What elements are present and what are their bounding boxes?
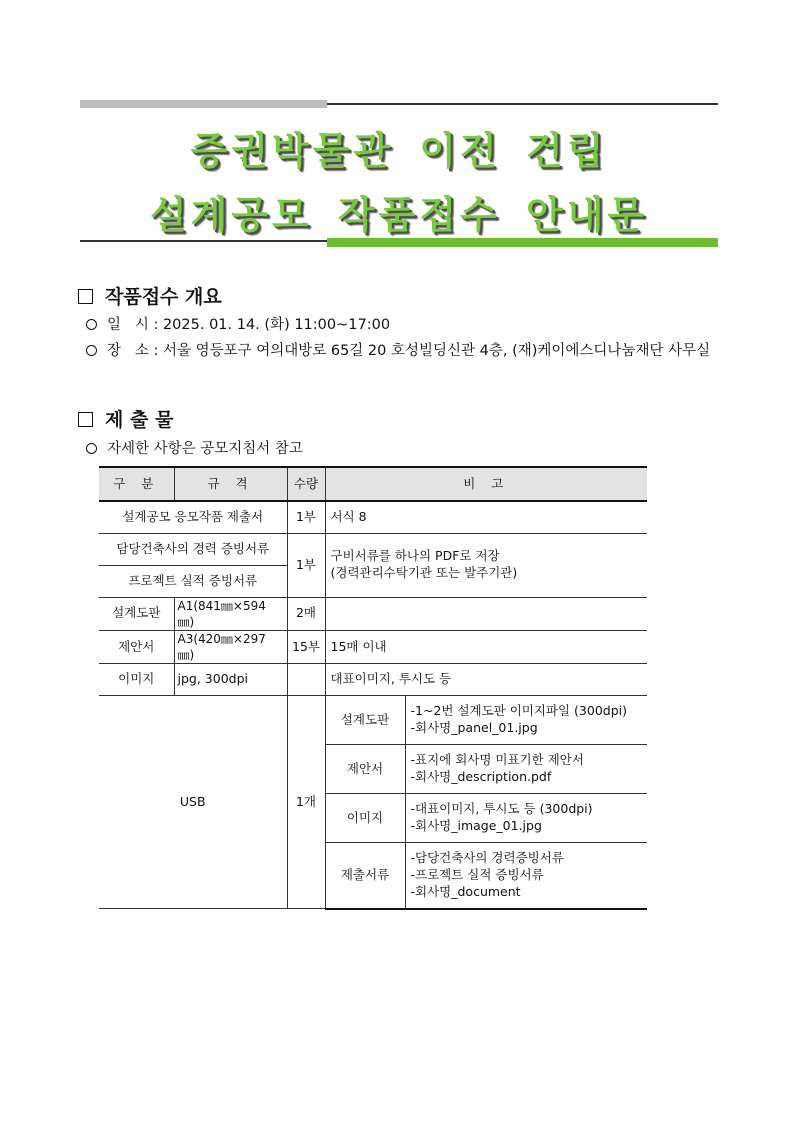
cell-category: 이미지 — [99, 664, 174, 696]
overview-date-text: 일 시 : 2025. 01. 14. (화) 11:00~17:00 — [107, 317, 391, 333]
page-title-line2: 설계공모 작품접수 안내문 — [149, 193, 649, 237]
title-top-gray-bar — [80, 100, 327, 108]
cell-qty: 2매 — [287, 597, 325, 630]
table-row — [99, 533, 647, 565]
cell-note: 구비서류를 하나의 PDF로 저장 (경력관리수탁기관 또는 발주기관) — [325, 533, 647, 597]
section-heading-text: 제 출 물 — [105, 409, 174, 431]
circle-bullet-icon — [86, 319, 97, 330]
cell-usb-qty: 1개 — [287, 696, 325, 909]
title-bottom-rule — [80, 240, 327, 242]
submissions-table — [99, 466, 647, 910]
section-heading-overview — [78, 282, 222, 309]
table-row — [99, 501, 647, 533]
cell-category: 제안서 — [99, 630, 174, 663]
title-top-rule — [327, 103, 718, 105]
circle-bullet-icon — [86, 443, 97, 454]
cell-usb-item-desc: -1~2번 설계도판 이미지파일 (300dpi) -회사명_panel_01.jpg — [405, 696, 647, 745]
cell-usb-item-desc: -대표이미지, 투시도 등 (300dpi) -회사명_image_01.jpg — [405, 794, 647, 843]
overview-place-text: 장 소 : 서울 영등포구 여의대방로 65길 20 호성빌딩신관 4층, (재)케이에스디나눔재단 사무실 — [107, 343, 711, 359]
cell-qty: 15부 — [287, 630, 325, 663]
cell-category: 설계도판 — [99, 597, 174, 630]
overview-item-date — [86, 313, 390, 334]
header-category: 구 분 — [99, 467, 174, 501]
circle-bullet-icon — [86, 345, 97, 356]
square-bullet-icon — [78, 289, 93, 304]
cell-usb-item-desc: -표지에 회사명 미표기한 제안서 -회사명_description.pdf — [405, 745, 647, 794]
cell-usb-item-label: 제안서 — [325, 745, 405, 794]
cell-qty: 1부 — [287, 533, 325, 597]
table-row — [99, 630, 647, 663]
overview-item-place — [86, 339, 710, 360]
cell-usb-item-label: 제출서류 — [325, 843, 405, 909]
cell-spec: jpg, 300dpi — [174, 664, 287, 696]
cell-spec: A3(420㎜×297㎜) — [174, 630, 287, 663]
cell-usb-category: USB — [99, 696, 287, 909]
cell-note — [325, 597, 647, 630]
cell-usb-item-label: 설계도판 — [325, 696, 405, 745]
cell-usb-item-desc: -담당건축사의 경력증빙서류 -프로젝트 실적 증빙서류 -회사명_document — [405, 843, 647, 909]
cell-note: 대표이미지, 투시도 등 — [325, 664, 647, 696]
table-row-usb — [99, 696, 647, 745]
square-bullet-icon — [78, 412, 93, 427]
cell-note: 서식 8 — [325, 501, 647, 533]
cell-category: 프로젝트 실적 증빙서류 — [99, 565, 287, 597]
cell-category: 담당건축사의 경력 증빙서류 — [99, 533, 287, 565]
cell-qty: 1부 — [287, 501, 325, 533]
table-header-row — [99, 467, 647, 501]
header-spec: 규 격 — [174, 467, 287, 501]
cell-category: 설계공모 응모작품 제출서 — [99, 501, 287, 533]
cell-spec: A1(841㎜×594㎜) — [174, 597, 287, 630]
table-row — [99, 597, 647, 630]
submissions-note — [86, 437, 303, 458]
cell-note: 15매 이내 — [325, 630, 647, 663]
cell-qty — [287, 664, 325, 696]
section-heading-text: 작품접수 개요 — [105, 286, 222, 308]
cell-usb-item-label: 이미지 — [325, 794, 405, 843]
section-heading-submissions — [78, 405, 173, 432]
title-bottom-green-bar — [327, 238, 718, 247]
submissions-note-text: 자세한 사항은 공모지침서 참고 — [107, 441, 303, 457]
header-note: 비 고 — [325, 467, 647, 501]
header-qty: 수량 — [287, 467, 325, 501]
page-title-line1: 증권박물관 이전 건립 — [190, 129, 608, 173]
table-row — [99, 664, 647, 696]
